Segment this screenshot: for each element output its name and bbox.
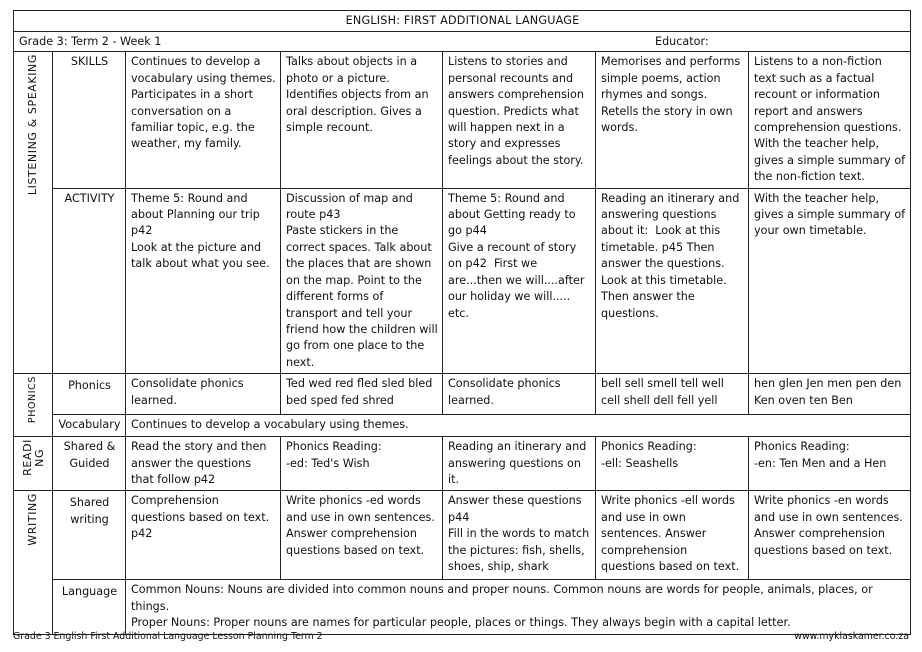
vocabulary-row	[14, 415, 911, 437]
section-label: WRITING	[26, 493, 40, 547]
language-line-common-nouns: Common Nouns: Nouns are divided into common nouns and proper nouns. Common nouns are words for people, animals, places, or things.	[131, 583, 873, 613]
shared-guided-row	[14, 437, 911, 491]
section-reading	[14, 437, 53, 491]
section-label: PHONICS	[27, 376, 39, 424]
footer-website-link[interactable]: www.myklaskamer.co.za	[794, 631, 909, 642]
educator-label: Educator:	[655, 35, 709, 49]
lesson-plan-table	[13, 10, 911, 635]
activity-row	[14, 188, 911, 373]
phonics-cell-1: Consolidate phonics learned.	[126, 374, 281, 415]
grade-row	[14, 32, 911, 52]
activity-cell-2: Discussion of map and route p43 Paste stickers in the correct spaces. Talk about the places that are shown on the map. Point to the different forms of transport and tell your friend how the children will go from one place to the next.	[281, 188, 443, 373]
phonics-cell-3: Consolidate phonics learned.	[443, 374, 596, 415]
skills-cell-5: Listens to a non-fiction text such as a factual recount or information report and answers comprehension questions. With the teacher help, gives a simple summary of the non-fiction text.	[749, 52, 911, 188]
language-cell	[126, 580, 911, 634]
shared-guided-cell-5: Phonics Reading: -en: Ten Men and a Hen	[749, 437, 911, 491]
row-label-vocabulary: Vocabulary	[53, 415, 126, 437]
row-label-language: Language	[53, 580, 126, 634]
activity-cell-5: With the teacher help, gives a simple summary of your own timetable.	[749, 188, 911, 373]
skills-cell-2: Talks about objects in a photo or a picture. Identifies objects from an oral description. Gives a simple recount.	[281, 52, 443, 188]
shared-guided-cell-3: Reading an itinerary and answering questions on it.	[443, 437, 596, 491]
shared-writing-cell-5: Write phonics -en words and use in own sentences. Answer comprehension questions based on text.	[749, 491, 911, 580]
shared-writing-cell-3: Answer these questions p44 Fill in the words to match the pictures: fish, shells, shoes, ship, shark	[443, 491, 596, 580]
row-label-phonics: Phonics	[53, 374, 126, 415]
footer-left-text: Grade 3 English First Additional Language Lesson Planning Term 2	[13, 631, 323, 642]
activity-cell-4: Reading an itinerary and answering questions about it: Look at this timetable. p45 Then answer the questions. Look at this timetable. Then answer the questions.	[596, 188, 749, 373]
section-writing	[14, 491, 53, 634]
row-label-shared-writing: Shared writing	[53, 491, 126, 580]
language-row	[14, 580, 911, 634]
activity-cell-1: Theme 5: Round and about Planning our trip p42 Look at the picture and talk about what you see.	[126, 188, 281, 373]
shared-guided-cell-1: Read the story and then answer the questions that follow p42	[126, 437, 281, 491]
shared-writing-cell-1: Comprehension questions based on text. p42	[126, 491, 281, 580]
phonics-cell-4: bell sell smell tell well cell shell dell fell yell	[596, 374, 749, 415]
grade-label: Grade 3: Term 2 - Week 1	[19, 35, 162, 49]
skills-cell-1: Continues to develop a vocabulary using themes. Participates in a short conversation on a familiar topic, e.g. the weather, my family.	[126, 52, 281, 188]
skills-row	[14, 52, 911, 188]
shared-writing-cell-2: Write phonics -ed words and use in own sentences. Answer comprehension questions based on text.	[281, 491, 443, 580]
skills-cell-3: Listens to stories and personal recounts and answers comprehension question. Predicts what will happen next in a story and expresses feelings about the story.	[443, 52, 596, 188]
section-listening-speaking	[14, 52, 53, 374]
activity-cell-3: Theme 5: Round and about Getting ready to go p44 Give a recount of story on p42 First we are...then we will....after our holiday we will..... etc.	[443, 188, 596, 373]
row-label-skills: SKILLS	[53, 52, 126, 188]
vocabulary-cell: Continues to develop a vocabulary using themes.	[126, 415, 911, 437]
section-label: READI NG	[20, 439, 46, 476]
section-phonics	[14, 374, 53, 437]
skills-cell-4: Memorises and performs simple poems, action rhymes and songs. Retells the story in own words.	[596, 52, 749, 188]
phonics-row	[14, 374, 911, 415]
phonics-cell-5: hen glen Jen men pen den Ken oven ten Ben	[749, 374, 911, 415]
shared-guided-cell-2: Phonics Reading: -ed: Ted's Wish	[281, 437, 443, 491]
phonics-cell-2: Ted wed red fled sled bled bed sped fed shred	[281, 374, 443, 415]
section-label: LISTENING & SPEAKING	[26, 54, 40, 196]
page-title: ENGLISH: FIRST ADDITIONAL LANGUAGE	[14, 11, 911, 32]
row-label-activity: ACTIVITY	[53, 188, 126, 373]
shared-writing-row	[14, 491, 911, 580]
shared-writing-cell-4: Write phonics -ell words and use in own sentences. Answer comprehension questions based on text.	[596, 491, 749, 580]
row-label-shared-guided: Shared & Guided	[53, 437, 126, 491]
language-line-proper-nouns: Proper Nouns: Proper nouns are names for particular people, places or things. They always begin with a capital letter.	[131, 616, 791, 630]
shared-guided-cell-4: Phonics Reading: -ell: Seashells	[596, 437, 749, 491]
lesson-plan-sheet	[13, 10, 910, 635]
